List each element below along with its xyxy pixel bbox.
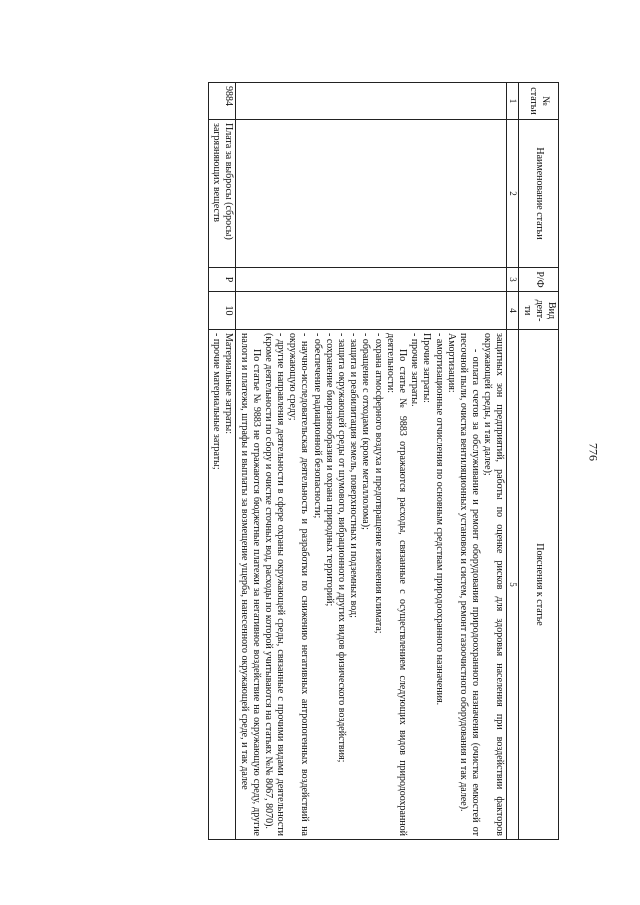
explanation-line: Материальные затраты: (223, 333, 235, 434)
explanation-line: Прочие затраты: (421, 333, 433, 403)
articles-table (208, 82, 559, 840)
column-number-row (507, 83, 519, 840)
column-number: 4 (507, 292, 519, 330)
cell-article-name: Плата за выбросы (сбросы) загрязняющих веществ (208, 120, 235, 268)
explanation-line: - защита окружающей среды от шумового, вибрационного и других видов физического воздействия; (336, 333, 348, 763)
explanation-line: - защита и реабилитация земель, поверхностных и подземных вод; (348, 333, 360, 618)
cell-empty (236, 83, 507, 120)
cell-rf: Р (208, 268, 235, 292)
rotated-table-sheet (108, 82, 559, 839)
explanation-line: - обеспечение радиационной безопасности; (311, 333, 323, 519)
header-row (519, 83, 559, 840)
column-number: 3 (507, 268, 519, 292)
explanation-line: - другие направления деятельности в сфере охраны окружающей среды, связанные с прочими видами деятельности (кроме деятельности по сбору и очистке сточных вод, расходы по которой учитываются на статьях №№ 8067, 8070). (262, 333, 287, 836)
column-number: 5 (507, 330, 519, 840)
explanation-line: - амортизационные отчисления по основным средствам природоохранного назначения. (433, 333, 445, 706)
header-activity-type: Вид деят-ти (519, 292, 559, 330)
explanation-line: - прочие материальные затраты; (211, 333, 223, 470)
cell-explanation (236, 330, 507, 840)
explanation-line: - оплата счетов за обслуживание и ремонт оборудования природоохранного назначения (очистка емкостей от песочной пыли, очистка вентиляционных установок и систем, ремонт газоочистного оборудования и так далее). (457, 333, 482, 836)
header-article-number: № статьи (519, 83, 559, 120)
cell-empty (236, 120, 507, 268)
explanation-line: защитных зон предприятий, работы по оценке рисков для здоровья населения при воздействии факторов окружающей среды, и так далее); (482, 333, 506, 836)
explanation-line: - обращение с отходами (кроме металлолома); (360, 333, 372, 530)
explanation-line: По статье № 9883 не отражаются бюджетные платежи за негативное воздействие на окружающую среду, другие налоги и платежи, штрафы и выплаты за возмещение ущерба, нанесенного окружающей среде, и так далее (238, 333, 262, 836)
cell-empty (236, 292, 507, 330)
cell-article-number: 9884 (208, 83, 235, 120)
explanation-line: - научно-исследовательская деятельность и разработки по снижению негативных антропогенных воздействий на окружающую среду; (287, 333, 311, 836)
page-number: 776 (586, 443, 601, 461)
cell-activity-type: 10 (208, 292, 235, 330)
header-explanation: Пояснения к статье (519, 330, 559, 840)
column-number: 1 (507, 83, 519, 120)
header-rf: Р/Ф (519, 268, 559, 292)
header-article-name: Наименование статьи (519, 120, 559, 268)
cell-explanation (208, 330, 235, 840)
explanation-line: - прочие затраты. (409, 333, 421, 407)
explanation-line: Амортизация: (445, 333, 457, 393)
table-row-continued (236, 83, 507, 840)
explanation-line: - охрана атмосферного воздуха и предотвращение изменения климата; (372, 333, 384, 634)
table-row-9884 (208, 83, 235, 840)
explanation-line: По статье № 9883 отражаются расходы, связанные с осуществлением следующих видов природоохранной деятельности: (384, 333, 408, 836)
explanation-line: - сохранение биоразнообразия и охрана природных территорий; (323, 333, 335, 607)
cell-empty (236, 268, 507, 292)
column-number: 2 (507, 120, 519, 268)
